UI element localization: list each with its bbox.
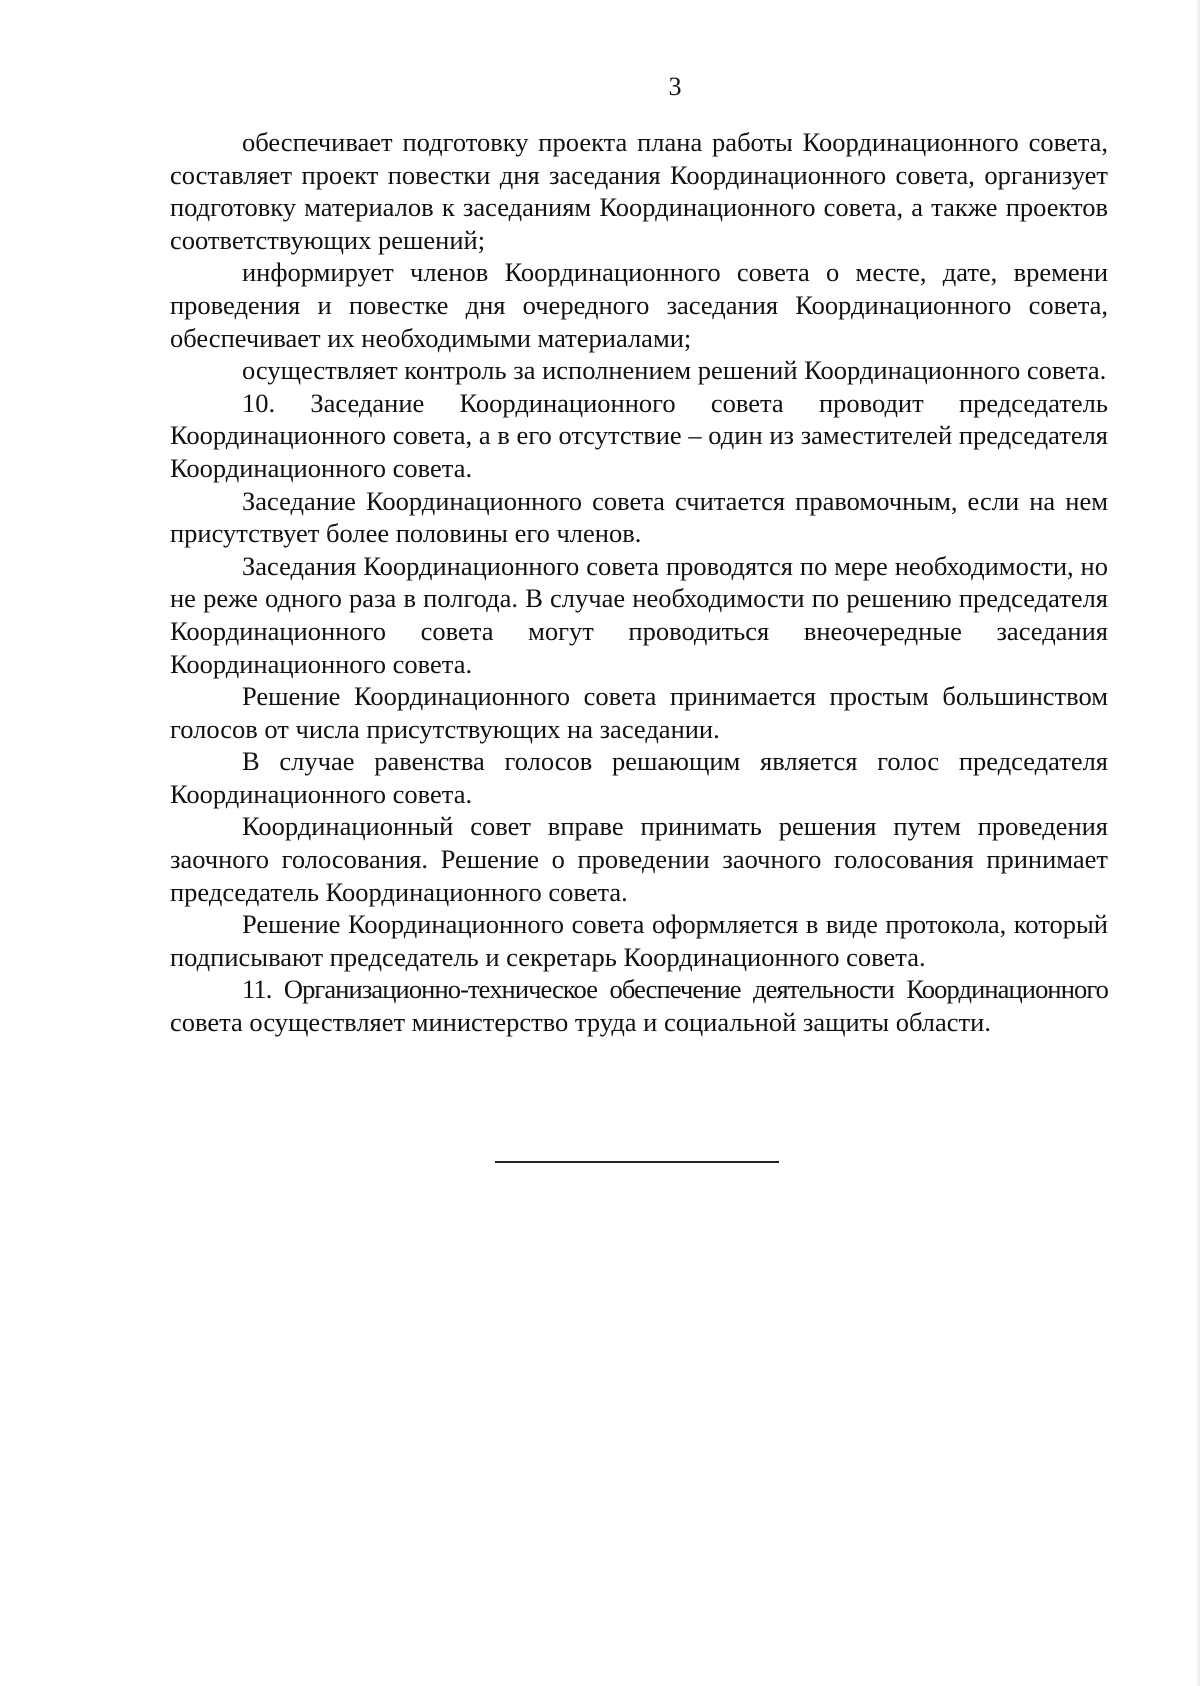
scan-edge	[1196, 0, 1200, 1686]
paragraph-11-organizational-support	[170, 973, 1108, 1038]
document-body	[170, 126, 1108, 1039]
paragraph-meeting-frequency: Заседания Координационного совета проводятся по мере необходимости, но не реже одного раза в полгода. В случае необходимости по решению председателя Координационного совета могут проводиться внеочередные заседания Координационного совета.	[170, 550, 1108, 679]
paragraph-protocol: Решение Координационного совета оформляется в виде протокола, который подписывают председатель и секретарь Координационного совета.	[170, 909, 1108, 972]
paragraph-decision-majority: Решение Координационного совета принимается простым большинством голосов от числа присутствующих на заседании.	[170, 681, 1108, 744]
paragraph-tie-vote: В случае равенства голосов решающим является голос председателя Координационного совета.	[170, 746, 1108, 809]
paragraph-11-first-line: 11. Организационно-техническое обеспечение деятельности Координационного	[242, 974, 1108, 1005]
end-of-document-line	[495, 1161, 779, 1163]
page-number: 3	[668, 72, 682, 101]
paragraph-prepares-agenda: обеспечивает подготовку проекта плана работы Координационного совета, составляет проект повестки дня заседания Координационного совета, организует подготовку материалов к заседаниям Координационного совета, а также проектов соответствующих решений;	[170, 127, 1108, 255]
paragraph-10-meeting-chair: 10. Заседание Координационного совета проводит председатель Координационного совета, а в его отсутствие – один из заместителей председателя Координационного совета.	[170, 387, 1108, 483]
paragraph-controls-execution: осуществляет контроль за исполнением решений Координационного совета.	[242, 355, 1107, 386]
paragraph-11-continuation: совета осуществляет министерство труда и социальной защиты области.	[170, 1007, 991, 1038]
paragraph-quorum: Заседание Координационного совета считается правомочным, если на нем присутствует более половины его членов.	[170, 485, 1108, 549]
paragraph-absentee-voting: Координационный совет вправе принимать решения путем проведения заочного голосования. Решение о проведении заочного голосования принимает председатель Координационного совета.	[170, 811, 1108, 907]
paragraph-informs-members: информирует членов Координационного совета о месте, дате, времени проведения и повестке дня очередного заседания Координационного совета, обеспечивает их необходимыми материалами;	[170, 257, 1108, 353]
